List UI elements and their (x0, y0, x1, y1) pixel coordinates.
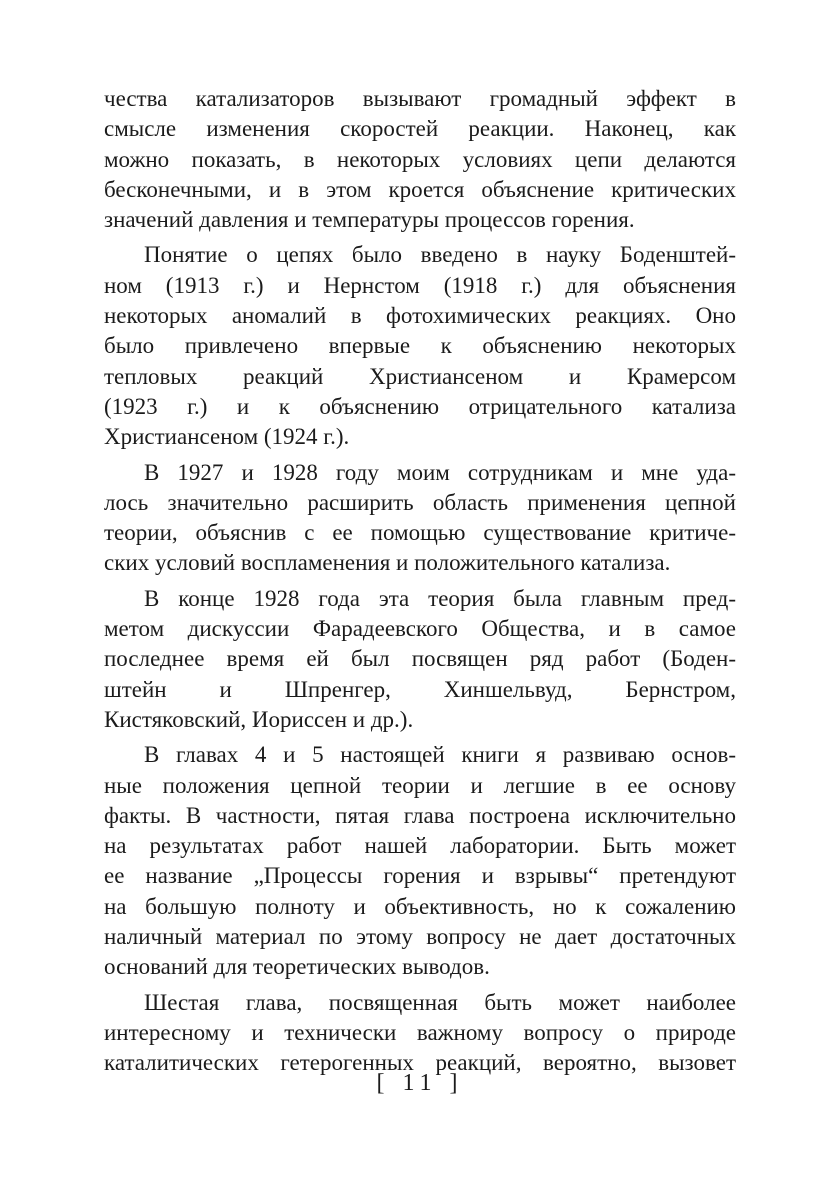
text-line: тепловых реакций Христиансеном и Крамерсом (104, 363, 736, 389)
text-line: значений давления и температуры процессов горения. (104, 207, 635, 233)
text-line: (1923 г.) и к объяснению отрицательного катализа (104, 393, 736, 419)
text-line: В 1927 и 1928 году моим сотрудникам и мне уда- (144, 459, 736, 485)
text-line: Кистяковский, Иориссен и др.). (104, 706, 414, 732)
paragraph (104, 740, 736, 982)
text-line: Христиансеном (1924 г.). (104, 424, 350, 450)
page-number: [ 11 ] (376, 1070, 464, 1096)
text-line: каталитических гетерогенных реакций, вероятно, вызовет (104, 1050, 736, 1076)
text-line: наличный материал по этому вопросу не дает достаточных (104, 924, 736, 950)
text-line: ских условий воспламенения и положительного катализа. (104, 550, 671, 576)
paragraph (104, 84, 736, 235)
text-line: некоторых аномалий в фотохимических реакциях. Оно (104, 303, 736, 329)
paragraph (104, 458, 736, 579)
text-line: Шестая глава, посвященная быть может наиболее (144, 989, 736, 1015)
text-line: бесконечными, и в этом кроется объяснение критических (104, 176, 736, 202)
text-line: В главах 4 и 5 настоящей книги я развиваю основ- (144, 742, 736, 768)
text-line: интересному и технически важному вопросу о природе (104, 1019, 736, 1045)
text-line: ее название „Процессы горения и взрывы“ претендуют (104, 863, 736, 889)
text-line: чества катализаторов вызывают громадный эффект в (104, 86, 736, 111)
text-line: смысле изменения скоростей реакции. Наконец, как (104, 116, 736, 142)
text-line: было привлечено впервые к объяснению некоторых (104, 333, 736, 359)
text-line: В конце 1928 года эта теория была главным пред- (144, 585, 736, 611)
text-line: теории, объяснив с ее помощью существование критиче- (104, 520, 736, 546)
text-line: лось значительно расширить область применения цепной (104, 489, 736, 515)
text-line: ные положения цепной теории и легшие в ее основу (104, 772, 736, 798)
text-line: можно показать, в некоторых условиях цепи делаются (104, 146, 736, 172)
text-line: штейн и Шпренгер, Хиншельвуд, Бернстром, (104, 676, 736, 702)
text-line: последнее время ей был посвящен ряд работ (Боден- (104, 646, 736, 672)
paragraph (104, 240, 736, 452)
paragraph (104, 584, 736, 735)
text-line: на результатах работ нашей лаборатории. Быть может (104, 833, 736, 859)
text-line: ном (1913 г.) и Нернстом (1918 г.) для объяснения (104, 272, 736, 298)
paragraph (104, 988, 736, 1079)
text-line: оснований для теоретических выводов. (104, 954, 490, 980)
text-line: факты. В частности, пятая глава построена исключительно (104, 802, 736, 828)
body-text (104, 84, 736, 1079)
text-line: Понятие о цепях было введено в науку Боденштей- (144, 242, 736, 268)
text-line: на большую полноту и объективность, но к сожалению (104, 893, 736, 919)
text-line: метом дискуссии Фарадеевского Общества, и в самое (104, 616, 736, 642)
